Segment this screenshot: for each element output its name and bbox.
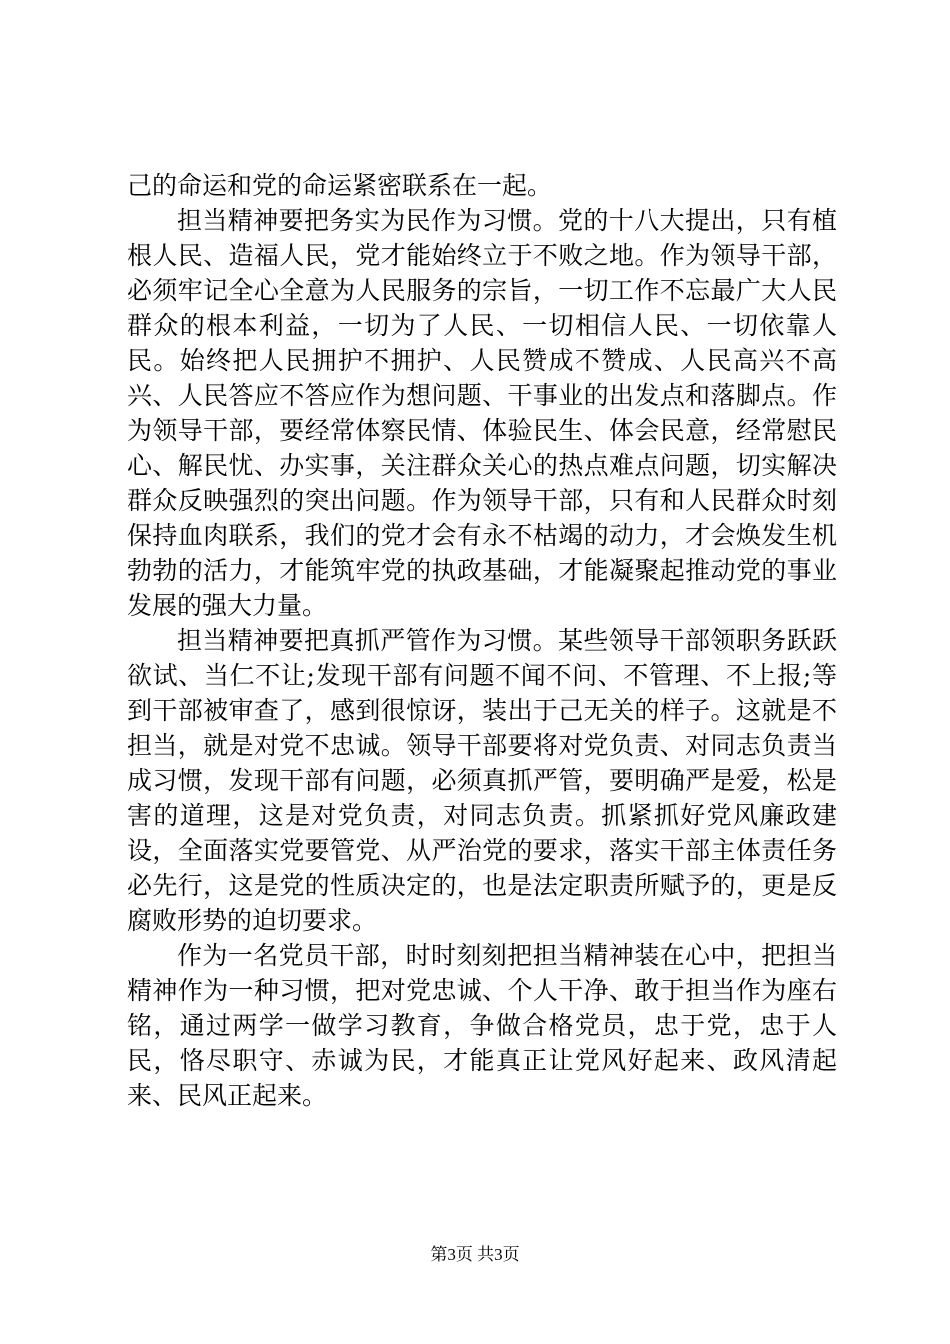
paragraph-continuation: 己的命运和党的命运紧密联系在一起。 — [127, 171, 553, 200]
document-body — [127, 168, 837, 1113]
paragraph-strict-management: 担当精神要把真抓严管作为习惯。某些领导干部领职务跃跃欲试、当仁不让;发现干部有问题不闻不问、不管理、不上报;等到干部被审查了，感到很惊讶，装出于己无关的样子。这就是不担当，就是对党不忠诚。领导干部要将对党负责、对同志负责当成习惯，发现干部有问题，必须真抓严管，要明确严是爱，松是害的道理，这是对党负责，对同志负责。抓紧抓好党风廉政建设，全面落实党要管党、从严治党的要求，落实干部主体责任务必先行，这是党的性质决定的，也是法定职责所赋予的，更是反腐败形势的迫切要求。 — [127, 626, 837, 935]
paragraph-conclusion: 作为一名党员干部，时时刻刻把担当精神装在心中，把担当精神作为一种习惯，把对党忠诚、个人干净、敢于担当作为座右铭，通过两学一做学习教育，争做合格党员，忠于党，忠于人民，恪尽职守、赤诚为民，才能真正让党风好起来、政风清起来、民风正起来。 — [127, 941, 837, 1110]
paragraph-serving-people: 担当精神要把务实为民作为习惯。党的十八大提出，只有植根人民、造福人民，党才能始终立于不败之地。作为领导干部，必须牢记全心全意为人民服务的宗旨，一切工作不忘最广大人民群众的根本利益，一切为了人民、一切相信人民、一切依靠人民。始终把人民拥护不拥护、人民赞成不赞成、人民高兴不高兴、人民答应不答应作为想问题、干事业的出发点和落脚点。作为领导干部，要经常体察民情、体验民生、体会民意，经常慰民心、解民忧、办实事，关注群众关心的热点难点问题，切实解决群众反映强烈的突出问题。作为领导干部，只有和人民群众时刻保持血肉联系，我们的党才会有永不枯竭的动力，才会焕发生机勃勃的活力，才能筑牢党的执政基础，才能凝聚起推动党的事业发展的强大力量。 — [127, 206, 837, 620]
page-number-footer: 第3页 共3页 — [430, 1245, 520, 1264]
